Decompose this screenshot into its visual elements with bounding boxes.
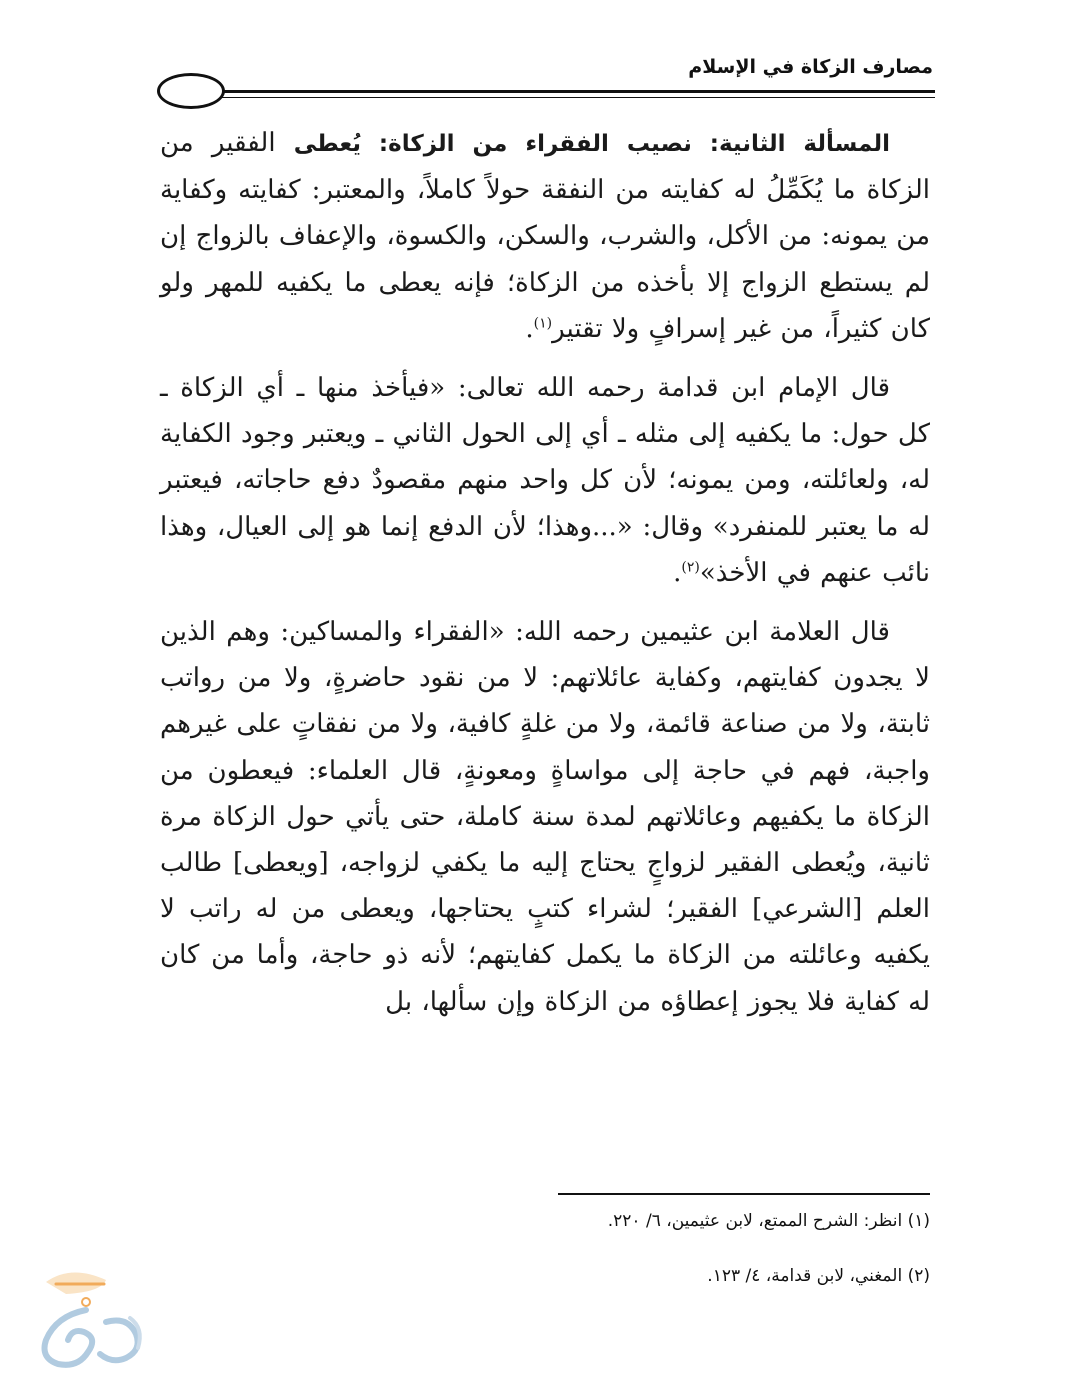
paragraph-1 [160, 120, 930, 352]
paragraph-2 [160, 365, 930, 596]
paragraph-text: الفقير من الزكاة ما يُكَمِّلُ له كفايته من النفقة حولاً كاملاً، والمعتبر: كفايته وكفاية من يمونه: من الأكل، والشرب، والسكن، والكسوة، والإعفاف بالزواج إن لم يستطع الزواج إلا بأخذه من الزكاة؛ فإنه يعطى ما يكفيه للمهر ولو كان كثيراً، من غير إسرافٍ ولا تقتير [160, 128, 930, 344]
paragraph-3 [160, 609, 930, 1025]
publisher-logo-icon [26, 1262, 166, 1370]
footnote-reference: (١) [533, 315, 553, 332]
paragraph-end: . [673, 557, 682, 588]
paragraph-text: قال العلامة ابن عثيمين رحمه الله: «الفقراء والمساكين: وهم الذين لا يجدون كفايتهم، وكفاية عائلاتهم: لا من نقود حاضرةٍ، ولا من رواتب ثابتة، ولا من صناعة قائمة، ولا من غلةٍ كافية، ولا من نفقاتٍ على غيرهم واجبة، فهم في حاجة إلى مواساةٍ ومعونةٍ، قال العلماء: فيعطون من الزكاة ما يكفيهم وعائلاتهم لمدة سنة كاملة، حتى يأتي حول الزكاة مرة ثانية، ويُعطى الفقير لزواجٍ يحتاج إليه ما يكفي لزواجه، [ويعطى] طالب العلم [الشرعي] الفقير؛ لشراء كتبٍ يحتاجها، ويعطى من له راتب لا يكفيه وعائلته من الزكاة ما يكمل كفايتهم؛ لأنه ذو حاجة، وأما من كان له كفاية فلا يجوز إعطاؤه من الزكاة وإن سألها، بل [160, 617, 930, 1017]
footnote-separator [558, 1193, 930, 1195]
paragraph-end: . [525, 313, 534, 344]
footnote-2: (٢) المغني، لابن قدامة، ٤/ ١٢٣. [707, 1266, 930, 1286]
section-heading: المسألة الثانية: نصيب الفقراء من الزكاة: يُعطى [293, 131, 890, 157]
running-header-title: مصارف الزكاة في الإسلام [688, 56, 933, 78]
paragraph-text: قال الإمام ابن قدامة رحمه الله تعالى: «فيأخذ منها ـ أي الزكاة ـ كل حول: ما يكفيه إلى مثله ـ أي إلى الحول الثاني ـ ويعتبر وجود الكفاية له، ولعائلته، ومن يمونه؛ لأن كل واحد منهم مقصودٌ دفع حاجاته، فيعتبر له ما يعتبر للمنفرد» وقال: «...وهذا؛ لأن الدفع إنما هو إلى العيال، وهذا نائب عنهم في الأخذ» [160, 373, 930, 588]
header-rule [222, 90, 935, 93]
watermark-graphic [26, 1262, 166, 1370]
footnote-reference: (٢) [681, 559, 700, 576]
header-rule-thin [222, 97, 935, 98]
footnote-1: (١) انظر: الشرح الممتع، لابن عثيمين، ٦/ ٢٢٠. [607, 1211, 930, 1231]
page-number-oval [157, 73, 225, 109]
main-text [160, 120, 930, 1025]
